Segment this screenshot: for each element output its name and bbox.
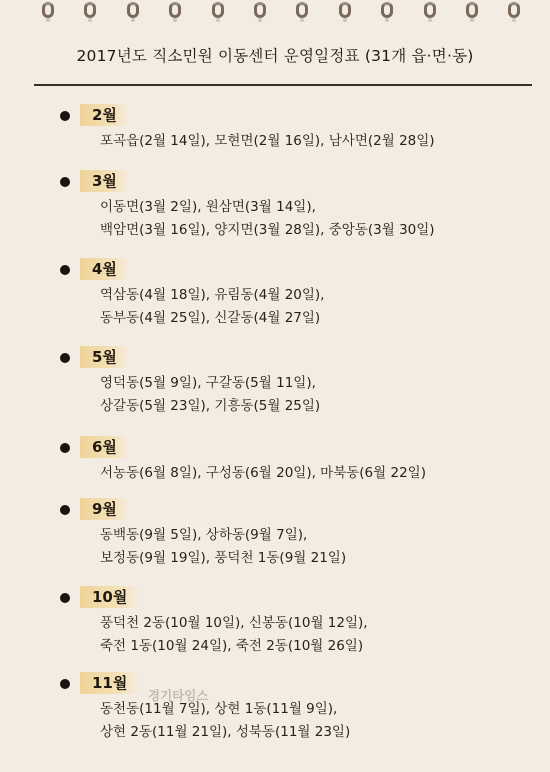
month-label: 2월 (80, 104, 129, 126)
month-label: 5월 (80, 346, 129, 368)
schedule-line: 동백동(9월 5일), 상하동(9월 7일), (100, 527, 308, 543)
month-label: 4월 (80, 258, 129, 280)
binding-ring (42, 2, 54, 18)
page-title: 2017년도 직소민원 이동센터 운영일정표 (31개 읍·면·동) (76, 47, 474, 65)
district-schedule (100, 372, 530, 418)
bullet-icon (60, 443, 70, 453)
binding-ring (339, 2, 351, 18)
schedule-line: 죽전 1동(10월 24일), 죽전 2동(10월 26일) (100, 638, 364, 654)
bullet-icon (60, 177, 70, 187)
schedule-line: 역삼동(4월 18일), 유림동(4월 20일), (100, 287, 325, 303)
district-schedule (100, 698, 530, 744)
binding-ring (381, 2, 393, 18)
binding-ring (254, 2, 266, 18)
binding-ring (127, 2, 139, 18)
schedule-line: 포곡읍(2월 14일), 모현면(2월 16일), 남사면(2월 28일) (100, 133, 435, 149)
schedule-line: 동천동(11월 7일), 상현 1동(11월 9일), (100, 701, 338, 717)
binding-ring (84, 2, 96, 18)
schedule-line: 영덕동(5월 9일), 구갈동(5월 11일), (100, 375, 316, 391)
district-schedule (100, 612, 530, 658)
bullet-icon (60, 111, 70, 121)
district-schedule (100, 130, 530, 153)
schedule-line: 풍덕천 2동(10월 10일), 신봉동(10월 12일), (100, 615, 368, 631)
schedule-line: 서농동(6월 8일), 구성동(6월 20일), 마북동(6월 22일) (100, 465, 426, 481)
binding-ring (508, 2, 520, 18)
schedule-line: 백암면(3월 16일), 양지면(3월 28일), 중앙동(3월 30일) (100, 222, 435, 238)
schedule-line: 이동면(3월 2일), 원삼면(3월 14일), (100, 199, 316, 215)
district-schedule (100, 196, 530, 242)
month-label: 3월 (80, 170, 129, 192)
schedule-line: 상현 2동(11월 21일), 성북동(11월 23일) (100, 724, 351, 740)
watermark: 경기타임스 (148, 688, 209, 703)
schedule-line: 상갈동(5월 23일), 기흥동(5월 25일) (100, 398, 321, 414)
bullet-icon (60, 265, 70, 275)
title-divider (34, 84, 532, 86)
bullet-icon (60, 593, 70, 603)
schedule-line: 동부동(4월 25일), 신갈동(4월 27일) (100, 310, 321, 326)
month-label: 11월 (80, 672, 139, 694)
month-label: 9월 (80, 498, 129, 520)
binding-ring (212, 2, 224, 18)
district-schedule (100, 284, 530, 330)
month-label: 6월 (80, 436, 129, 458)
binding-ring (466, 2, 478, 18)
bullet-icon (60, 505, 70, 515)
district-schedule (100, 462, 530, 485)
month-label: 10월 (80, 586, 139, 608)
binding-ring (169, 2, 181, 18)
binding-ring (424, 2, 436, 18)
spiral-binding (0, 0, 550, 24)
district-schedule (100, 524, 530, 570)
schedule-line: 보정동(9월 19일), 풍덕천 1동(9월 21일) (100, 550, 347, 566)
bullet-icon (60, 679, 70, 689)
bullet-icon (60, 353, 70, 363)
binding-ring (296, 2, 308, 18)
